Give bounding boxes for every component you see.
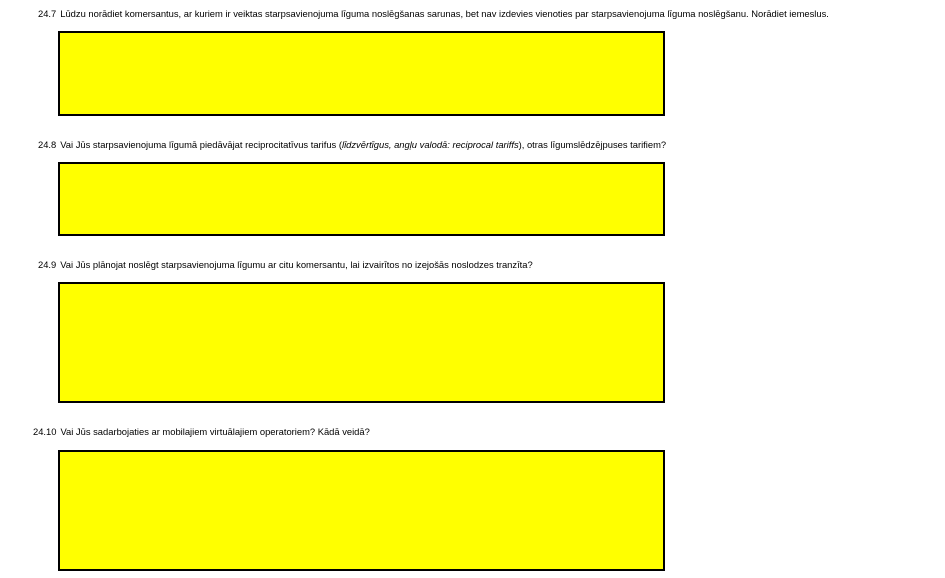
question-text: ), otras līgumslēdzējpuses tarifiem? <box>518 139 667 150</box>
answer-field-24-10[interactable] <box>58 450 665 571</box>
question-number: 24.8 <box>38 139 57 150</box>
question-text-italic: līdzvērtīgus, angļu valodā: reciprocal tariffs <box>341 139 519 150</box>
answer-field-24-9[interactable] <box>58 282 665 403</box>
question-24-9 <box>38 259 533 271</box>
question-number: 24.7 <box>38 8 57 19</box>
question-24-7 <box>38 8 829 20</box>
question-text: Vai Jūs sadarbojaties ar mobilajiem virtuālajiem operatoriem? Kādā veidā? <box>60 426 370 437</box>
question-24-8 <box>38 139 666 151</box>
answer-field-24-7[interactable] <box>58 31 665 116</box>
question-text: Vai Jūs plānojat noslēgt starpsavienojuma līgumu ar citu komersantu, lai izvairītos no izejošās noslodzes tranzīta? <box>60 259 533 270</box>
answer-field-24-8[interactable] <box>58 162 665 236</box>
question-number: 24.10 <box>33 426 57 437</box>
question-text: Lūdzu norādiet komersantus, ar kuriem ir veiktas starpsavienojuma līguma noslēgšanas sarunas, bet nav izdevies vienoties par starpsavienojuma līguma noslēgšanu. Norādiet iemeslus. <box>60 8 829 19</box>
question-text: Vai Jūs starpsavienojuma līgumā piedāvājat reciprocitatīvus tarifus ( <box>60 139 342 150</box>
question-number: 24.9 <box>38 259 57 270</box>
question-24-10 <box>33 426 370 438</box>
